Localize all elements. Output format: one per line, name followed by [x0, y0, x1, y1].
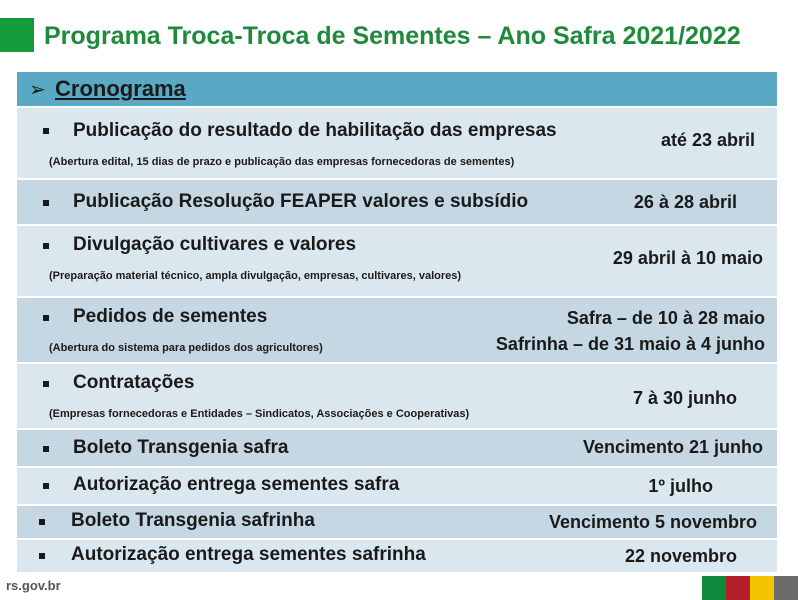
schedule-row [17, 106, 777, 178]
row-label: Autorização entrega sementes safrinha [71, 544, 426, 565]
schedule-row [17, 504, 777, 538]
row-date: Vencimento 5 novembro [548, 512, 757, 532]
bullet-icon [39, 553, 45, 559]
bullet-icon [43, 243, 49, 249]
row-note: (Empresas fornecedoras e Entidades – Sindicatos, Associações e Cooperativas) [49, 408, 470, 420]
row-date: 29 abril à 10 maio [612, 248, 763, 268]
schedule-row [17, 362, 777, 428]
row-note: (Preparação material técnico, ampla divulgação, empresas, cultivares, valores) [49, 270, 462, 282]
row-date: 22 novembro [624, 546, 737, 566]
section-title: Cronograma [55, 76, 186, 101]
row-date: 26 à 28 abril [633, 192, 737, 212]
row-date: Vencimento 21 junho [582, 437, 763, 457]
bullet-icon [43, 483, 49, 489]
row-date: 7 à 30 junho [632, 388, 737, 408]
schedule-row [17, 466, 777, 504]
row-label: Pedidos de sementes [73, 306, 268, 327]
bullet-icon [43, 446, 49, 452]
bullet-icon [43, 200, 49, 206]
bullet-icon [43, 128, 49, 134]
row-date: 1º julho [648, 476, 713, 496]
bullet-icon [43, 315, 49, 321]
flag-stripe-gray [774, 576, 798, 600]
page-title: Programa Troca-Troca de Sementes – Ano Safra 2021/2022 [44, 22, 741, 50]
schedule-row [17, 428, 777, 466]
row-label: Boleto Transgenia safra [73, 437, 289, 458]
row-label: Divulgação cultivares e valores [73, 234, 357, 255]
row-date: até 23 abril [660, 130, 755, 150]
bullet-icon [43, 381, 49, 387]
row-note: (Abertura do sistema para pedidos dos agricultores) [49, 342, 323, 354]
bullet-icon [39, 519, 45, 525]
schedule-row [17, 296, 777, 362]
schedule-row [17, 538, 777, 572]
row-note: (Abertura edital, 15 dias de prazo e publicação das empresas fornecedoras de sementes) [49, 156, 515, 168]
row-date: Safra – de 10 à 28 maio [566, 308, 765, 328]
flag-stripe-green [702, 576, 726, 600]
section-header [17, 72, 777, 106]
schedule-row [17, 178, 777, 224]
row-label: Boleto Transgenia safrinha [71, 510, 315, 531]
flag-color-bar [702, 576, 798, 600]
row-label: Publicação Resolução FEAPER valores e subsídio [73, 191, 529, 212]
row-date-secondary: Safrinha – de 31 maio à 4 junho [495, 334, 765, 354]
flag-stripe-red [726, 576, 750, 600]
footer-url: rs.gov.br [6, 578, 61, 593]
flag-stripe-yellow [750, 576, 774, 600]
row-label: Autorização entrega sementes safra [73, 474, 400, 495]
schedule-row [17, 224, 777, 296]
row-label: Contratações [73, 372, 195, 393]
schedule-table [17, 72, 777, 572]
accent-square [0, 18, 34, 52]
chevron-right-icon: ➢ [29, 78, 46, 101]
row-label: Publicação do resultado de habilitação das empresas [73, 120, 557, 141]
